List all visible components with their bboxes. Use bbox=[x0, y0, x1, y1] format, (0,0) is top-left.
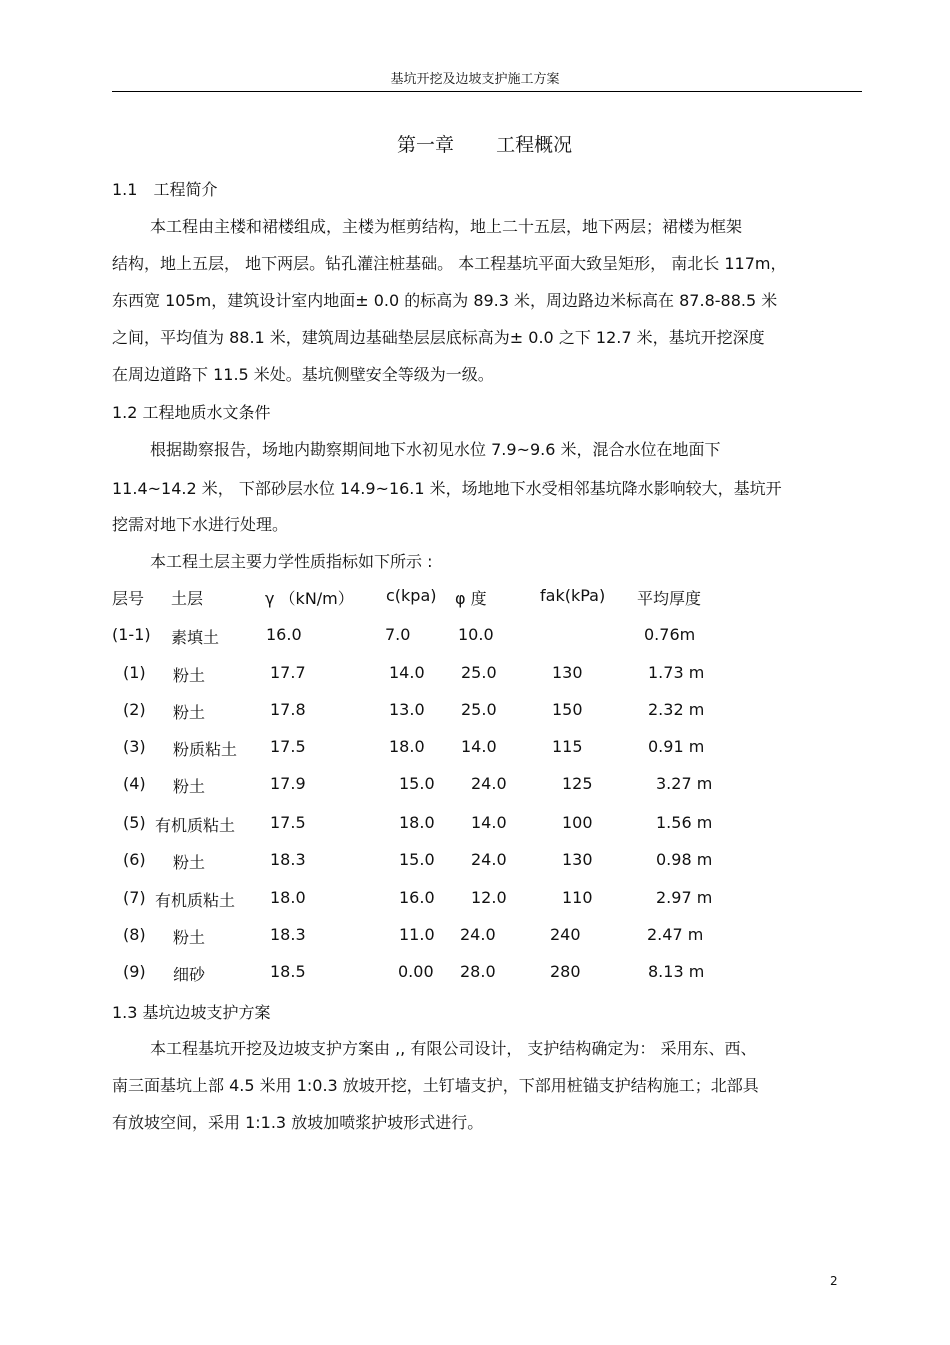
cell-c: 18.0 bbox=[399, 813, 435, 832]
cell-gamma: 17.9 bbox=[270, 774, 306, 793]
cell-fak: 110 bbox=[562, 888, 593, 907]
paragraph-line: 南三面基坑上部 4.5 米用 1:0.3 放坡开挖，土钉墙支护，下部用桩锚支护结构施工；北部具 bbox=[112, 1076, 759, 1095]
cell-c: 15.0 bbox=[399, 850, 435, 869]
paragraph-line: 在周边道路下 11.5 米处。基坑侧壁安全等级为一级。 bbox=[112, 365, 494, 384]
cell-c: 11.0 bbox=[399, 925, 435, 944]
section-heading-1-1: 1.1 工程简介 bbox=[112, 180, 218, 199]
cell-soil: 粉土 bbox=[173, 777, 206, 796]
cell-layer-no: (9) bbox=[123, 962, 146, 981]
table-intro: 本工程土层主要力学性质指标如下所示 : bbox=[150, 552, 433, 571]
cell-phi: 14.0 bbox=[471, 813, 507, 832]
chapter-title bbox=[397, 130, 572, 157]
cell-soil: 有机质粘土 bbox=[155, 816, 236, 835]
paragraph-line: 东西宽 105m，建筑设计室内地面± 0.0 的标高为 89.3 米，周边路边米标高在 87.8-88.5 米 bbox=[112, 291, 778, 310]
cell-gamma: 17.5 bbox=[270, 737, 306, 756]
cell-c: 0.00 bbox=[398, 962, 434, 981]
cell-gamma: 17.5 bbox=[270, 813, 306, 832]
cell-gamma: 17.7 bbox=[270, 663, 306, 682]
cell-fak: 115 bbox=[552, 737, 583, 756]
cell-gamma: 18.3 bbox=[270, 925, 306, 944]
header-thickness: 平均厚度 bbox=[637, 589, 702, 608]
cell-fak: 240 bbox=[550, 925, 581, 944]
cell-soil: 粉土 bbox=[173, 853, 206, 872]
cell-soil: 粉土 bbox=[173, 666, 206, 685]
header-soil: 土层 bbox=[171, 589, 204, 608]
page-number: 2 bbox=[830, 1274, 838, 1288]
header-c: c(kpa) bbox=[386, 586, 437, 605]
cell-gamma: 18.3 bbox=[270, 850, 306, 869]
cell-soil: 素填土 bbox=[171, 628, 220, 647]
cell-fak: 130 bbox=[562, 850, 593, 869]
cell-thickness: 2.47 m bbox=[647, 925, 704, 944]
cell-soil: 有机质粘土 bbox=[155, 891, 236, 910]
cell-phi: 28.0 bbox=[460, 962, 496, 981]
cell-c: 15.0 bbox=[399, 774, 435, 793]
cell-soil: 粉质粘土 bbox=[173, 740, 238, 759]
cell-layer-no: (5) bbox=[123, 813, 146, 832]
cell-thickness: 2.32 m bbox=[648, 700, 705, 719]
paragraph-line: 根据勘察报告，场地内勘察期间地下水初见水位 7.9~9.6 米，混合水位在地面下 bbox=[150, 440, 721, 459]
cell-thickness: 2.97 m bbox=[656, 888, 713, 907]
cell-phi: 25.0 bbox=[461, 700, 497, 719]
cell-fak: 150 bbox=[552, 700, 583, 719]
paragraph-line: 本工程由主楼和裙楼组成，主楼为框剪结构，地上二十五层，地下两层；裙楼为框架 bbox=[150, 217, 743, 236]
cell-thickness: 0.91 m bbox=[648, 737, 705, 756]
cell-thickness: 0.98 m bbox=[656, 850, 713, 869]
paragraph-line: 挖需对地下水进行处理。 bbox=[112, 515, 289, 534]
cell-thickness: 1.56 m bbox=[656, 813, 713, 832]
cell-c: 14.0 bbox=[389, 663, 425, 682]
cell-gamma: 16.0 bbox=[266, 625, 302, 644]
running-header: 基坑开挖及边坡支护施工方案 bbox=[390, 72, 560, 87]
cell-thickness: 8.13 m bbox=[648, 962, 705, 981]
cell-soil: 细砂 bbox=[173, 965, 206, 984]
paragraph-line: 结构，地上五层， 地下两层。钻孔灌注桩基础。 本工程基坑平面大致呈矩形， 南北长 117m， bbox=[112, 254, 787, 273]
paragraph-line: 之间，平均值为 88.1 米，建筑周边基础垫层层底标高为± 0.0 之下 12.7 米，基坑开挖深度 bbox=[112, 328, 765, 347]
paragraph-line: 有放坡空间，采用 1:1.3 放坡加喷浆护坡形式进行。 bbox=[112, 1113, 484, 1132]
cell-fak: 280 bbox=[550, 962, 581, 981]
cell-fak: 130 bbox=[552, 663, 583, 682]
cell-phi: 25.0 bbox=[461, 663, 497, 682]
cell-layer-no: (2) bbox=[123, 700, 146, 719]
cell-layer-no: (7) bbox=[123, 888, 146, 907]
cell-phi: 24.0 bbox=[471, 774, 507, 793]
cell-layer-no: (4) bbox=[123, 774, 146, 793]
header-layer-no: 层号 bbox=[112, 589, 145, 608]
cell-layer-no: (3) bbox=[123, 737, 146, 756]
cell-layer-no: (6) bbox=[123, 850, 146, 869]
chapter-number: 第一章 bbox=[397, 134, 455, 156]
cell-phi: 10.0 bbox=[458, 625, 494, 644]
header-gamma: γ （kN/m） bbox=[265, 589, 354, 608]
cell-layer-no: (1-1) bbox=[112, 625, 151, 644]
cell-fak: 125 bbox=[562, 774, 593, 793]
cell-gamma: 17.8 bbox=[270, 700, 306, 719]
header-phi: φ 度 bbox=[455, 589, 487, 608]
header-fak: fak(kPa) bbox=[540, 586, 606, 605]
cell-c: 18.0 bbox=[389, 737, 425, 756]
paragraph-line: 11.4~14.2 米， 下部砂层水位 14.9~16.1 米，场地地下水受相邻基坑降水影响较大，基坑开 bbox=[112, 479, 782, 498]
cell-fak: 100 bbox=[562, 813, 593, 832]
section-heading-1-3: 1.3 基坑边坡支护方案 bbox=[112, 1003, 271, 1022]
cell-thickness: 3.27 m bbox=[656, 774, 713, 793]
cell-phi: 24.0 bbox=[471, 850, 507, 869]
cell-layer-no: (1) bbox=[123, 663, 146, 682]
cell-c: 13.0 bbox=[389, 700, 425, 719]
cell-thickness: 0.76m bbox=[644, 625, 696, 644]
paragraph-line: 本工程基坑开挖及边坡支护方案由 ,, 有限公司设计， 支护结构确定为： 采用东、西、 bbox=[150, 1039, 757, 1058]
header-rule bbox=[112, 91, 862, 92]
cell-phi: 14.0 bbox=[461, 737, 497, 756]
chapter-name: 工程概况 bbox=[496, 134, 573, 156]
cell-soil: 粉土 bbox=[173, 928, 206, 947]
cell-c: 16.0 bbox=[399, 888, 435, 907]
cell-phi: 12.0 bbox=[471, 888, 507, 907]
cell-phi: 24.0 bbox=[460, 925, 496, 944]
cell-gamma: 18.5 bbox=[270, 962, 306, 981]
cell-c: 7.0 bbox=[385, 625, 411, 644]
section-heading-1-2: 1.2 工程地质水文条件 bbox=[112, 403, 271, 422]
cell-soil: 粉土 bbox=[173, 703, 206, 722]
cell-layer-no: (8) bbox=[123, 925, 146, 944]
cell-thickness: 1.73 m bbox=[648, 663, 705, 682]
cell-gamma: 18.0 bbox=[270, 888, 306, 907]
